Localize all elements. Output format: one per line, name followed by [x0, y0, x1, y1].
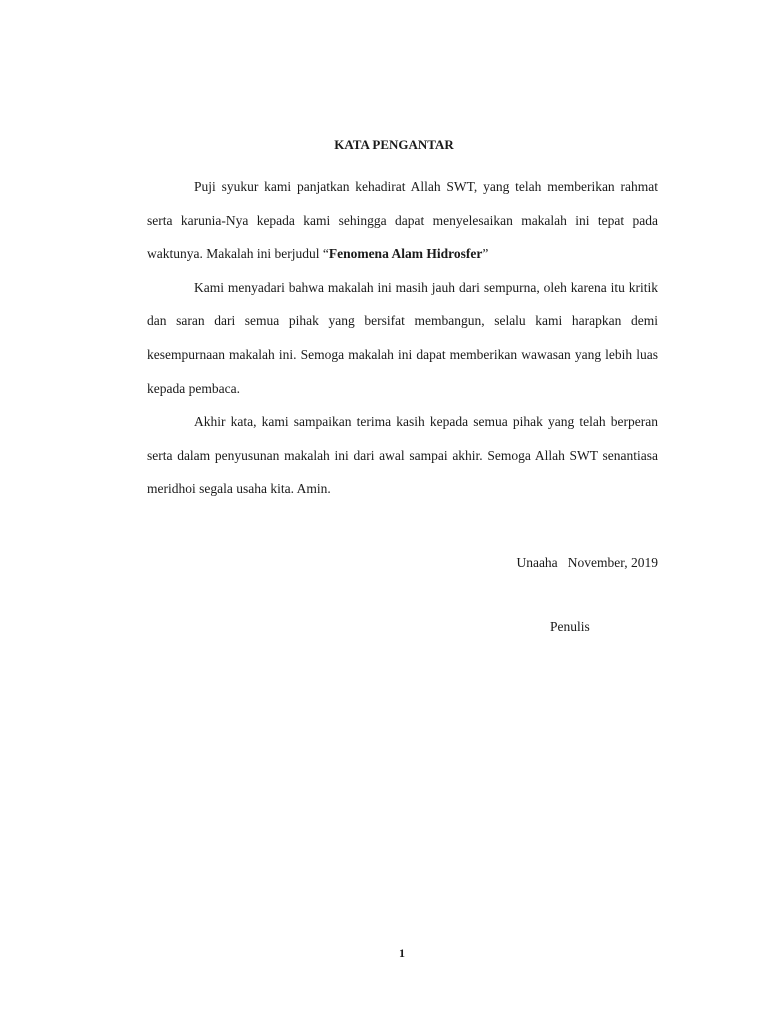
paragraph-2: Kami menyadari bahwa makalah ini masih jauh dari sempurna, oleh karena itu kritik dan saran dari semua pihak yang bersifat membangun, selalu kami harapkan demi kesempurnaan makalah ini. Semoga makalah ini dapat memberikan wawasan yang lebih luas kepada pembaca.: [147, 279, 658, 396]
page-number: 1: [399, 946, 405, 960]
signature: Penulis: [550, 619, 590, 634]
paragraph-1-text: Puji syukur kami panjatkan kehadirat Allah SWT, yang telah memberikan rahmat serta karunia-Nya kepada kami sehingga dapat menyelesaikan makalah ini tepat pada waktunya. Makalah ini berjudul “: [147, 179, 658, 262]
body-text: [147, 170, 658, 506]
place-date: Unaaha November, 2019: [516, 555, 658, 570]
page-title: KATA PENGANTAR: [334, 137, 454, 152]
paragraph-1: [147, 170, 658, 271]
paragraph-1-closing-quote: ”: [482, 246, 489, 262]
paragraph-3: Akhir kata, kami sampaikan terima kasih kepada semua pihak yang telah berperan serta dalam penyusunan makalah ini dari awal sampai akhir. Semoga Allah SWT senantiasa meridhoi segala usaha kita. Amin.: [147, 414, 658, 497]
paper-title: Fenomena Alam Hidrosfer: [328, 246, 483, 262]
